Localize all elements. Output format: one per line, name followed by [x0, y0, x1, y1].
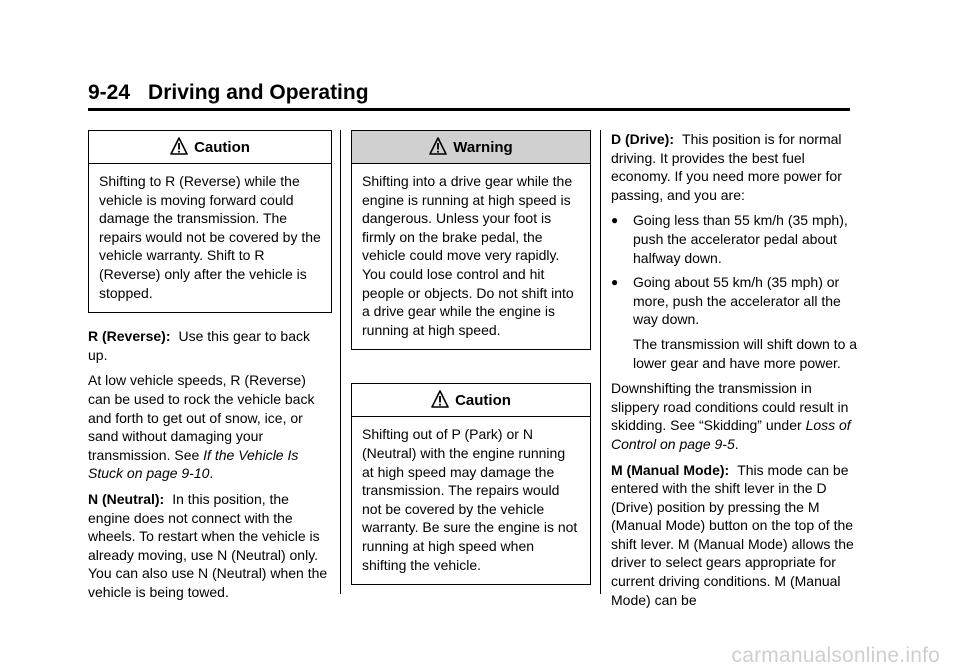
reverse-paragraph [88, 327, 332, 364]
caution-box-header [352, 384, 590, 417]
reverse-text: Use this gear to back up. [88, 328, 310, 363]
caution-box [351, 383, 591, 585]
manual-text: This mode can be entered with the shift lever in the D (Drive) position by pressing the M (Manual Mode) button on the top of the shift lever. M (Manual Mode) allows the driver to select gears appropriate for current driving conditions. M (Manual Mode) can be [611, 461, 854, 608]
drive-text: This position is for normal driving. It provides the best fuel economy. If you need more power for passing, and you are: [611, 131, 842, 203]
column-divider [340, 130, 341, 594]
warning-box [351, 130, 591, 350]
caution-text: Shifting to R (Reverse) while the vehicle is moving forward could damage the transmission. The repairs would not be covered by the vehicle warranty. Shift to R (Reverse) only after the vehicle is stopped. [99, 173, 321, 301]
column-divider [600, 130, 601, 594]
warning-triangle-icon [170, 137, 188, 157]
warning-title: Warning [453, 138, 513, 156]
bullet-icon: ● [611, 213, 619, 228]
watermark: carmanualsonline.info [731, 644, 940, 667]
bullet-icon: ● [611, 275, 619, 290]
warning-triangle-icon [431, 390, 449, 410]
caution-title: Caution [455, 391, 511, 409]
reverse-term: R (Reverse): [88, 328, 171, 345]
page-header [88, 80, 850, 111]
warning-text: Shifting into a drive gear while the engine is running at high speed is dangerous. Unless your foot is firmly on the brake pedal, the vehicle could move very rapidly. You could lose control and hit people or objects. Do not shift into a drive gear while the engine is running at high speed. [362, 173, 574, 338]
list-item [611, 211, 859, 267]
bullet-note: The transmission will shift down to a lower gear and have more power. [633, 335, 858, 371]
caution-box [88, 130, 332, 313]
neutral-paragraph [88, 490, 332, 602]
stuck-link[interactable]: If the Vehicle Is Stuck on page 9-10 [88, 446, 299, 482]
downshift-end: . [734, 435, 739, 452]
column-left [88, 130, 332, 608]
warning-triangle-icon [429, 137, 447, 157]
drive-term: D (Drive): [611, 131, 675, 147]
caution-text: Shifting out of P (Park) or N (Neutral) with the engine running at high speed may damage the transmission. The repairs would not be covered by the vehicle warranty. Be sure the engine is not running at high speed when shifting the vehicle. [362, 426, 578, 573]
drive-paragraph [611, 130, 859, 204]
bullet-text: Going less than 55 km/h (35 mph), push the accelerator pedal about halfway down. [633, 212, 848, 266]
neutral-text: In this position, the engine does not connect with the wheels. To restart when the vehicle is already moving, use N (Neutral) only. You can also use N (Neutral) when the vehicle is being towed. [88, 490, 328, 600]
page-number: 9-24 [88, 81, 131, 104]
section-title: Driving and Operating [148, 81, 369, 104]
list-item [611, 273, 859, 329]
rock-end: . [209, 465, 214, 482]
caution-box-header [89, 131, 331, 164]
manual-term: M (Manual Mode): [611, 461, 730, 478]
column-right [611, 130, 859, 616]
downshift-paragraph [611, 379, 859, 453]
warning-box-header [352, 131, 590, 164]
bullet-text: Going about 55 km/h (35 mph) or more, push the accelerator all the way down. [633, 274, 841, 328]
rock-paragraph [88, 371, 332, 483]
caution-title: Caution [194, 138, 250, 156]
rock-text: At low vehicle speeds, R (Reverse) can be used to rock the vehicle back and forth to get out of snow, ice, or sand without damaging your transmission. See [88, 372, 315, 463]
loss-of-control-link[interactable]: Loss of Control on page 9-5 [611, 417, 851, 452]
manual-paragraph [611, 461, 859, 610]
neutral-term: N (Neutral): [88, 490, 165, 507]
column-middle [351, 130, 591, 585]
downshift-text: Downshifting the transmission in slippery road conditions could result in skidding. See “Skidding” under [611, 380, 849, 434]
